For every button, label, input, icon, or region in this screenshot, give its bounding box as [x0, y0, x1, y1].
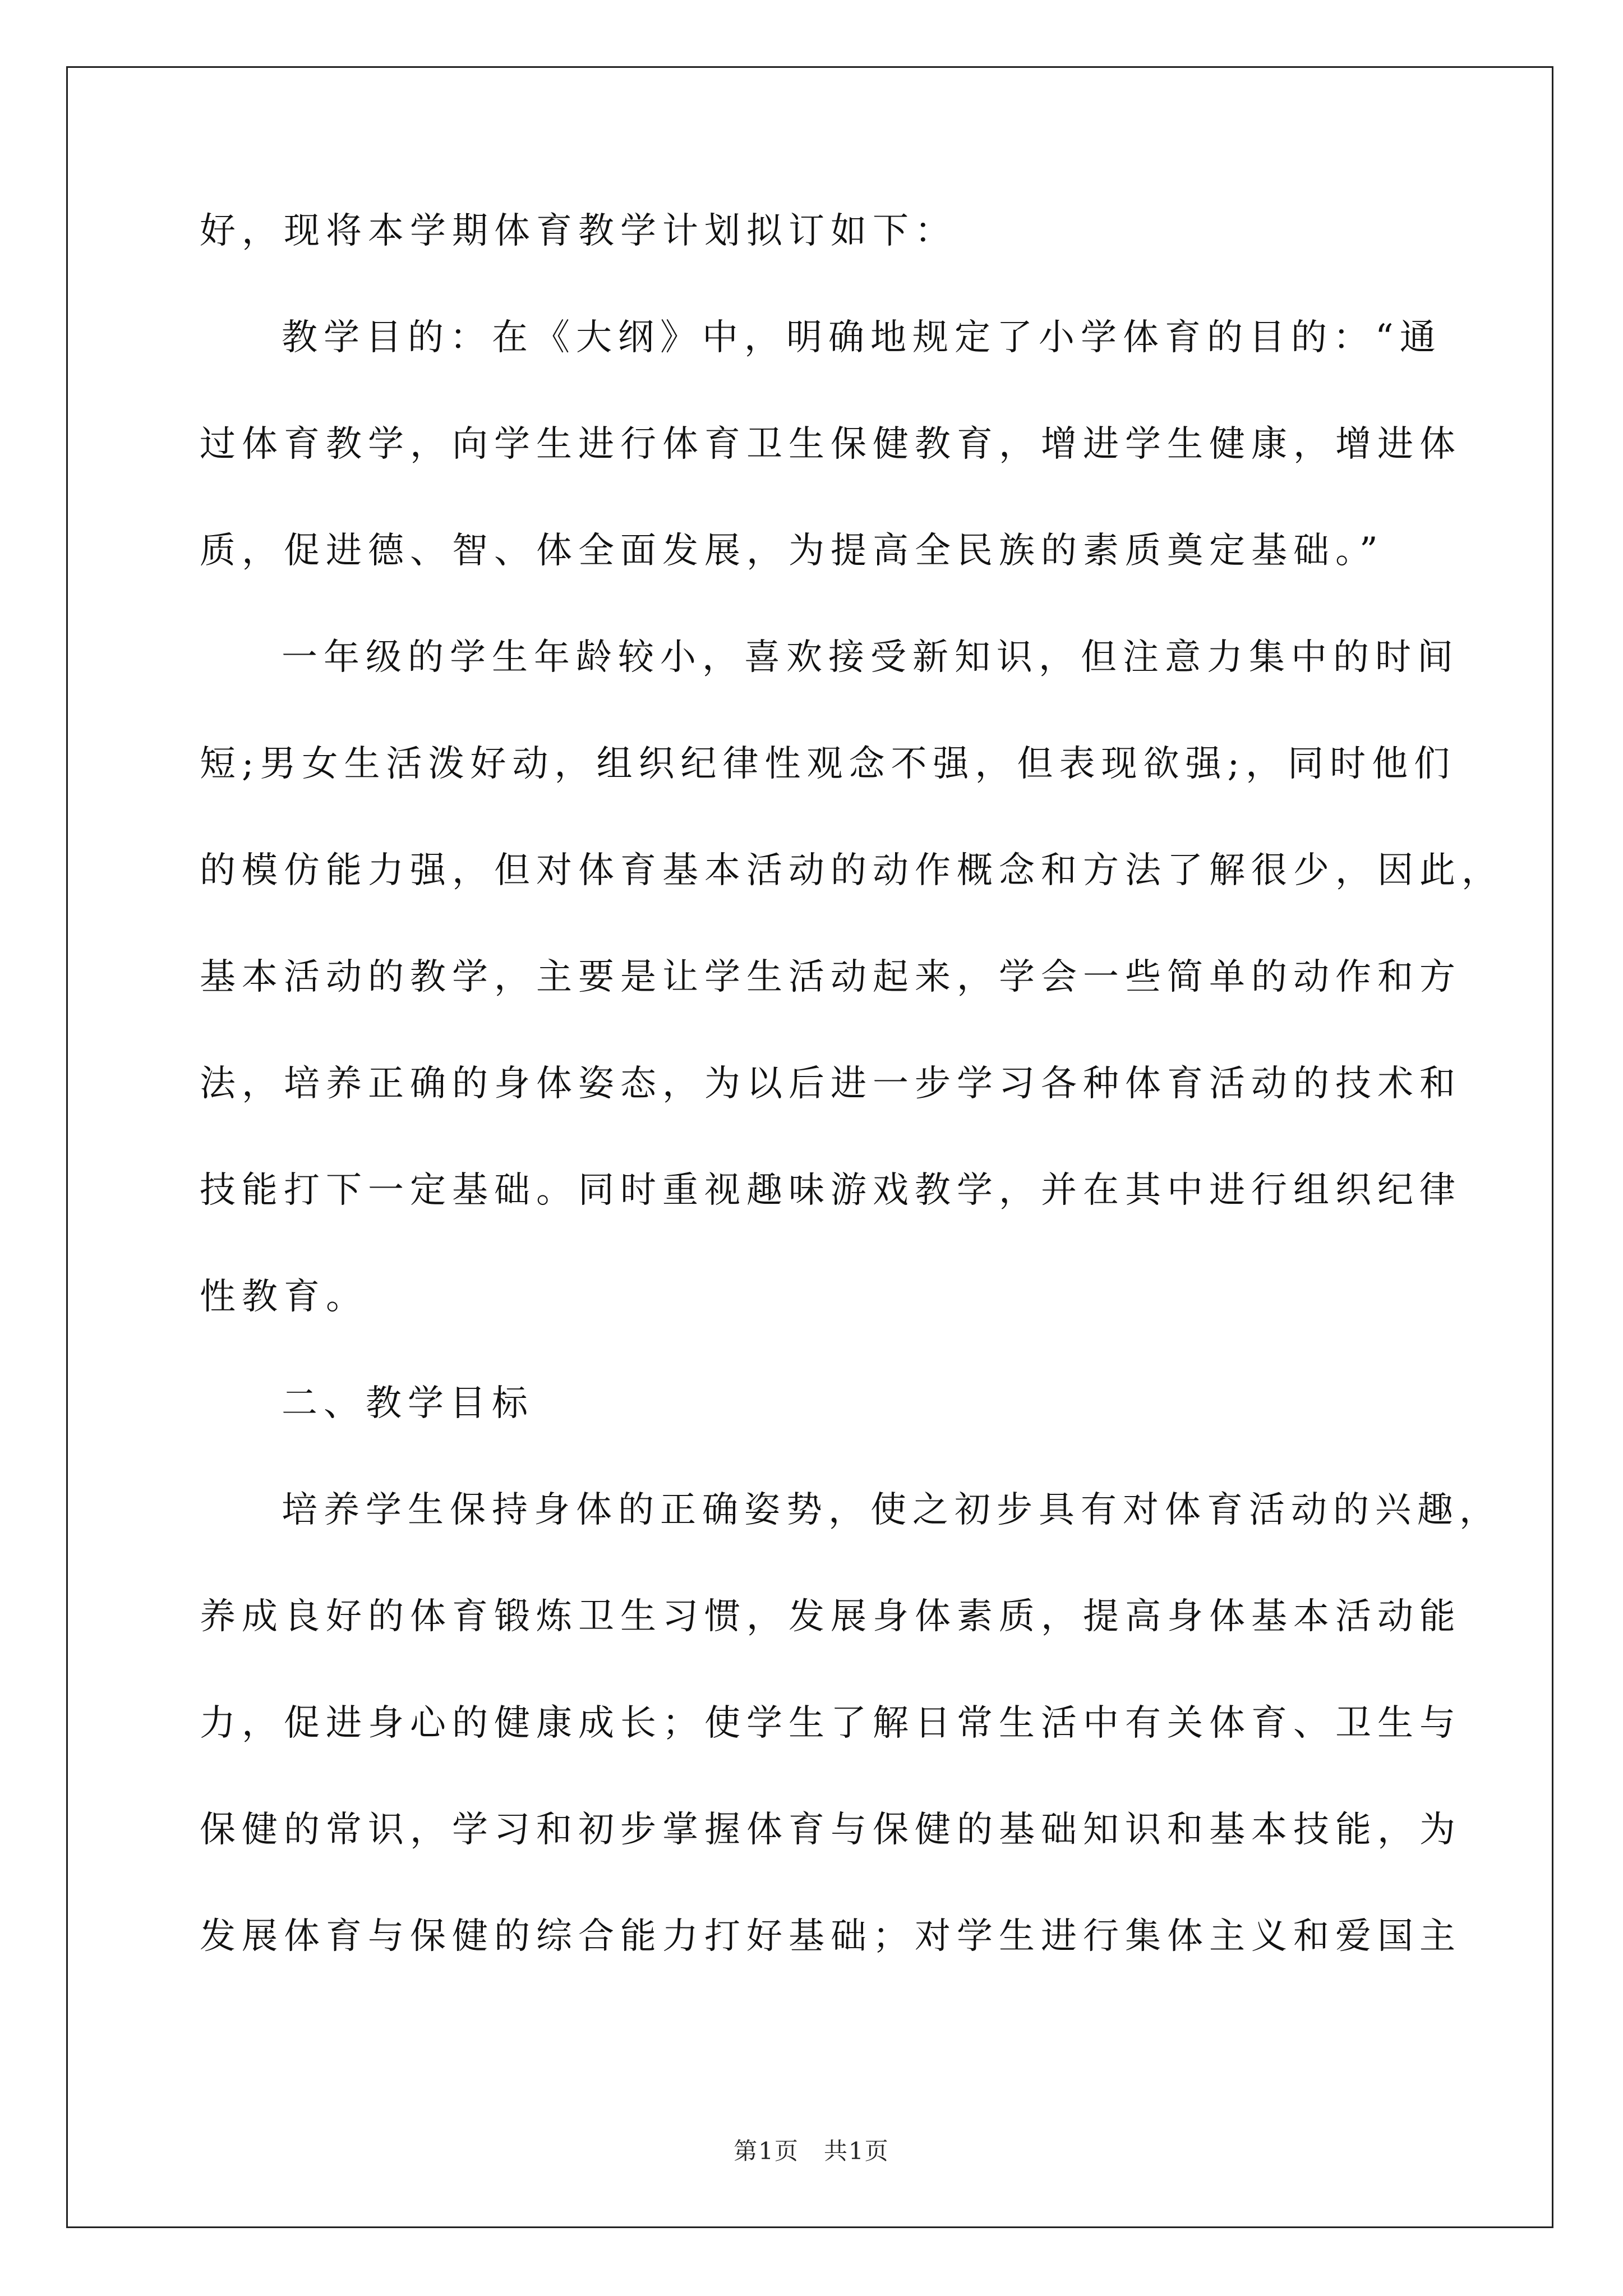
page-border: [66, 66, 1553, 2228]
text-line: 保健的常识，学习和初步掌握体育与保健的基础知识和基本技能，为: [200, 1809, 1461, 1851]
text-line: 短;男女生活泼好动，组织纪律性观念不强，但表现欲强;，同时他们: [200, 743, 1456, 785]
text-line: 发展体育与保健的综合能力打好基础；对学生进行集体主义和爱国主: [200, 1916, 1461, 1957]
text-line: 养成良好的体育锻炼卫生习惯，发展身体素质，提高身体基本活动能: [200, 1596, 1461, 1637]
text-line: 技能打下一定基础。同时重视趣味游戏教学，并在其中进行组织纪律: [200, 1170, 1461, 1211]
text-line: 一年级的学生年龄较小，喜欢接受新知识，但注意力集中的时间: [282, 637, 1459, 678]
text-line: 的模仿能力强，但对体育基本活动的动作概念和方法了解很少，因此，: [200, 850, 1504, 891]
page-number: 第1页 共1页: [734, 2137, 889, 2165]
text-line: 培养学生保持身体的正确姿势，使之初步具有对体育活动的兴趣，: [282, 1489, 1501, 1531]
text-line: 法，培养正确的身体姿态，为以后进一步学习各种体育活动的技术和: [200, 1063, 1461, 1105]
text-line: 质，促进德、智、体全面发展，为提高全民族的素质奠定基础。”: [200, 530, 1384, 572]
text-line: 过体育教学，向学生进行体育卫生保健教育，增进学生健康，增进体: [200, 424, 1461, 465]
text-line: 教学目的：在《大纲》中，明确地规定了小学体育的目的：“通: [282, 317, 1442, 358]
text-line: 好，现将本学期体育教学计划拟订如下：: [200, 210, 957, 252]
text-line: 性教育。: [200, 1276, 368, 1318]
section-heading: 二、教学目标: [282, 1383, 534, 1424]
text-line: 力，促进身心的健康成长；使学生了解日常生活中有关体育、卫生与: [200, 1703, 1461, 1744]
text-line: 基本活动的教学，主要是让学生活动起来，学会一些简单的动作和方: [200, 956, 1461, 998]
